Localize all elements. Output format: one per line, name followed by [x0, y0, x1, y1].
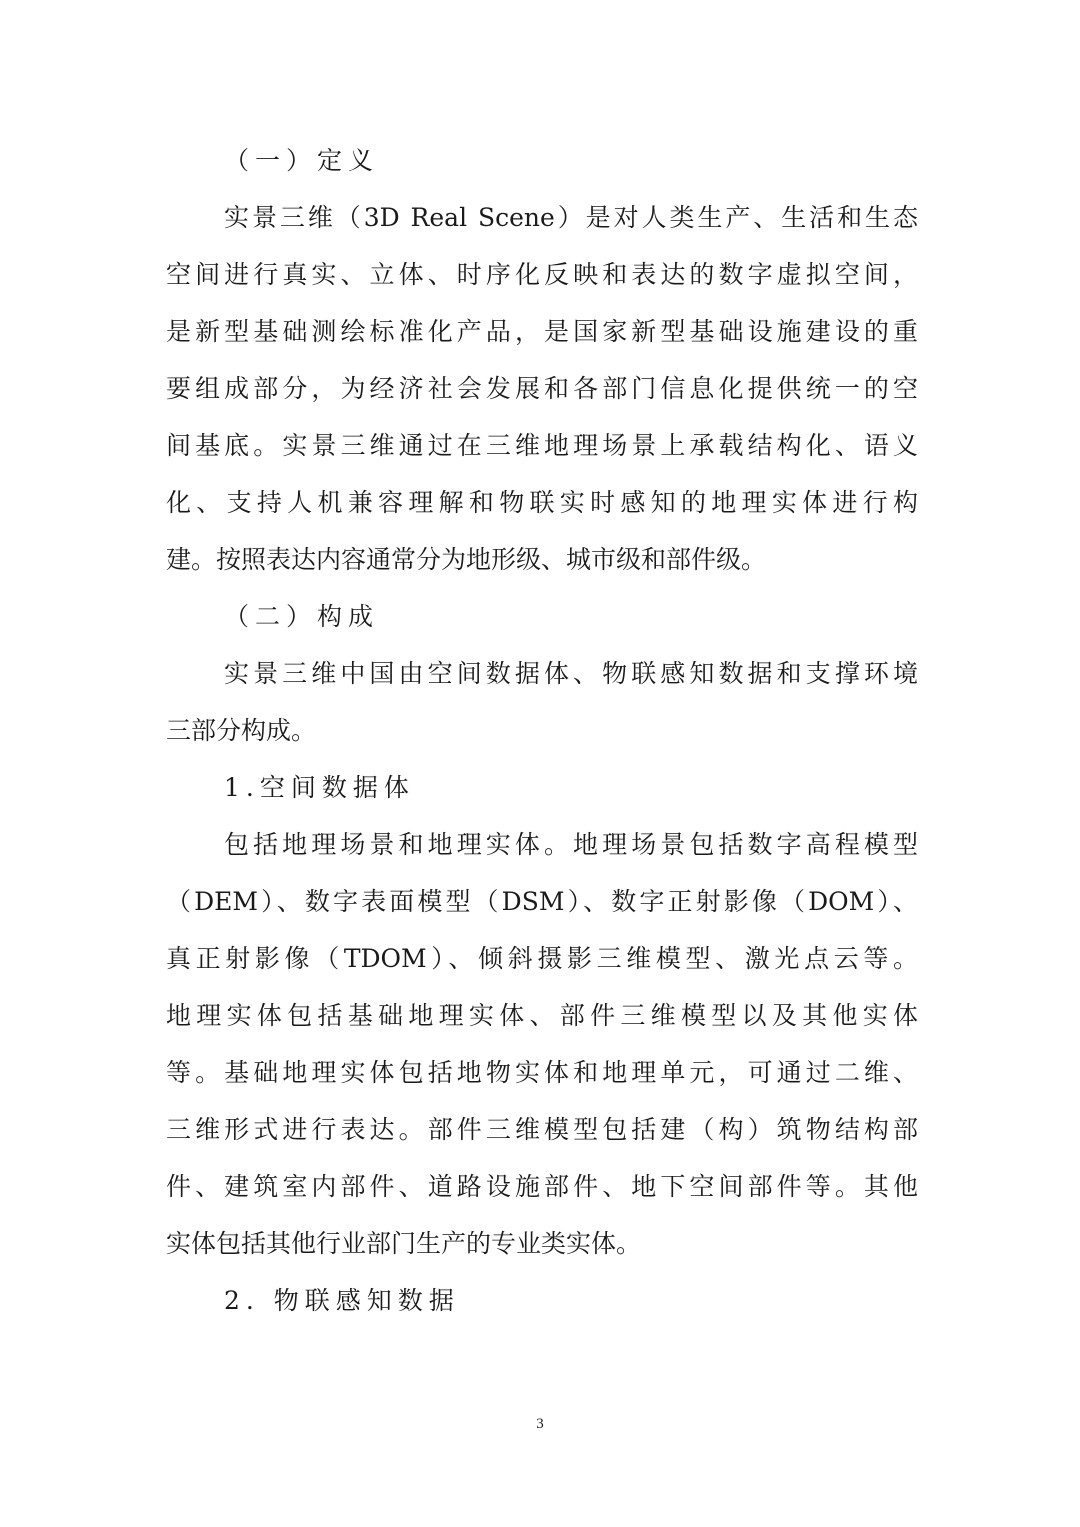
paragraph-line: 包括地理场景和地理实体。地理场景包括数字高程模型	[224, 830, 918, 859]
document-body	[166, 132, 918, 1329]
section-heading-definition: （一）定义	[224, 146, 380, 175]
paragraph-line: 地理实体包括基础地理实体、部件三维模型以及其他实体	[166, 1001, 918, 1030]
page-number: 3	[536, 1416, 544, 1432]
paragraph-line: （DEM）、数字表面模型（DSM）、数字正射影像（DOM）、	[166, 887, 918, 916]
subsection-heading-iot-data: 2. 物联感知数据	[224, 1286, 460, 1315]
section-heading-composition: （二）构成	[224, 602, 380, 631]
paragraph-line: 实景三维（3D Real Scene）是对人类生产、生活和生态	[224, 203, 918, 232]
subsection-heading-spatial-data: 1.空间数据体	[224, 773, 415, 802]
paragraph-line: 间基底。实景三维通过在三维地理场景上承载结构化、语义	[166, 431, 918, 460]
paragraph-line: 真正射影像（TDOM）、倾斜摄影三维模型、激光点云等。	[166, 944, 918, 973]
paragraph-line: 三维形式进行表达。部件三维模型包括建（构）筑物结构部	[166, 1115, 918, 1144]
paragraph-line: 是新型基础测绘标准化产品，是国家新型基础设施建设的重	[166, 317, 918, 346]
paragraph-line: 建。按照表达内容通常分为地形级、城市级和部件级。	[166, 545, 767, 574]
paragraph-line: 实体包括其他行业部门生产的专业类实体。	[166, 1229, 642, 1258]
paragraph-line: 化、支持人机兼容理解和物联实时感知的地理实体进行构	[166, 488, 918, 517]
paragraph-line: 实景三维中国由空间数据体、物联感知数据和支撑环境	[224, 659, 918, 688]
paragraph-line: 三部分构成。	[166, 716, 317, 745]
paragraph-line: 等。基础地理实体包括地物实体和地理单元，可通过二维、	[166, 1058, 918, 1087]
paragraph-line: 件、建筑室内部件、道路设施部件、地下空间部件等。其他	[166, 1172, 918, 1201]
paragraph-line: 空间进行真实、立体、时序化反映和表达的数字虚拟空间，	[166, 260, 918, 289]
paragraph-line: 要组成部分，为经济社会发展和各部门信息化提供统一的空	[166, 374, 918, 403]
